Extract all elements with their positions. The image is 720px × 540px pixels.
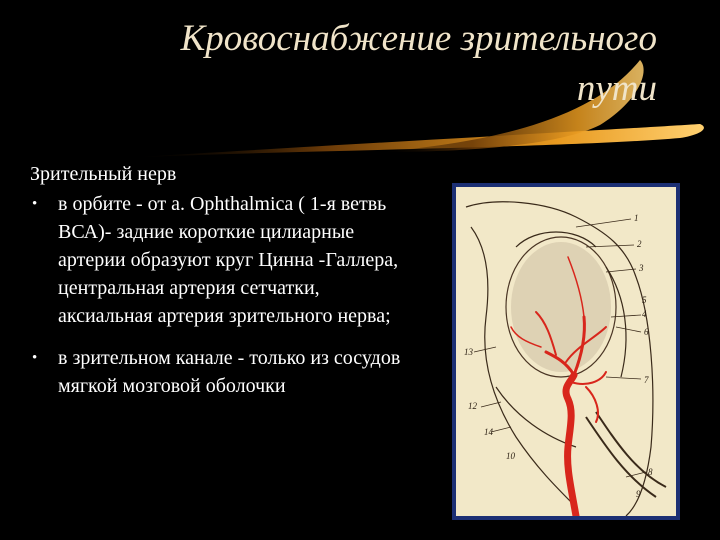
bullet-text: в орбите - от а. Ophthalmica ( 1-я ветвь ВСА)- задние короткие цилиарные артерии образуют круг Цинна -Галлера, центральная артерия сетчатки, аксиальная артерия зрительного нерва; (58, 193, 399, 327)
figure-label-6: 6 (644, 327, 649, 337)
title-line-2: пути (576, 68, 657, 109)
figure-label-1: 1 (634, 213, 639, 223)
figure-label-7: 7 (644, 375, 649, 385)
figure-label-14: 14 (484, 427, 493, 437)
bullet-text: в зрительном канале - только из сосудов мягкой мозговой оболочки (58, 347, 401, 397)
figure-label-5: 5 (642, 295, 647, 305)
figure-label-2: 2 (637, 239, 642, 249)
figure-label-9: 9 (636, 489, 641, 499)
list-item (30, 190, 410, 330)
slide-title (60, 14, 665, 114)
bullet-icon: • (32, 350, 38, 366)
section-heading: Зрительный нерв (30, 163, 177, 185)
figure-label-4: 4 (642, 309, 647, 319)
list-item (30, 344, 410, 400)
figure-label-10: 10 (506, 451, 515, 461)
figure-label-13: 13 (464, 347, 473, 357)
figure-label-8: 8 (648, 467, 653, 477)
title-line-1: Кровоснабжение зрительного (180, 18, 657, 59)
anatomy-illustration (452, 183, 680, 520)
slide-body (30, 160, 410, 414)
bullet-icon: • (32, 196, 38, 212)
optic-nerve-blood-supply-drawing (456, 187, 676, 516)
figure-label-3: 3 (639, 263, 644, 273)
bullet-list (30, 190, 410, 400)
figure-label-12: 12 (468, 401, 477, 411)
